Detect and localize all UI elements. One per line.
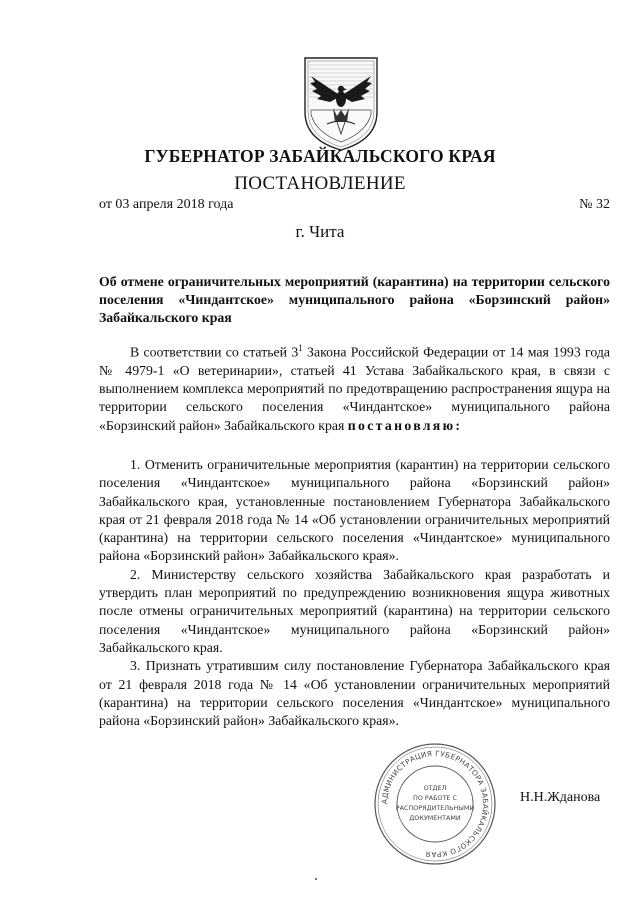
- stamp-ring-text: АДМИНИСТРАЦИЯ ГУБЕРНАТОРА ЗАБАЙКАЛЬСКОГО КРАЯ: [379, 748, 491, 860]
- document-number: № 32: [579, 197, 610, 212]
- stamp-center-line: ПО РАБОТЕ С: [413, 794, 457, 802]
- decree-items: [99, 456, 610, 730]
- scan-speck: [315, 878, 317, 880]
- coat-of-arms-icon: [297, 52, 385, 154]
- document-subject: Об отмене ограничительных мероприятий (карантина) на территории сельского поселения «Чиндантское» муниципального района «Борзинский район» Забайкальского края: [99, 274, 610, 325]
- decree-item: 2. Министерству сельского хозяйства Забайкальского края разработать и утвердить план мероприятий по предупреждению возникновения ящура животных после отмены ограничительных мероприятий (карантина) на территории сельского поселения «Чиндантское» муниципального района «Борзинский район» Забайкальского края.: [99, 566, 610, 655]
- article-superscript: 1: [298, 343, 303, 353]
- preamble-text-part-1: В соответствии со статьей 3: [130, 344, 299, 360]
- stamp-center-line: ДОКУМЕНТАМИ: [409, 814, 461, 822]
- preamble: [99, 339, 610, 435]
- preamble-text-part-2: Закона Российской Федерации от 14 мая 1993 года № 4979-1 «О ветеринарии», статьей 41 Устава Забайкальского края, в связи с выполнением комплекса мероприятий по предотвращению распространения ящура на территории сельского поселения «Чиндантское» муниципального района «Борзинский район» Забайкальского края: [99, 344, 610, 433]
- issuing-authority: ГУБЕРНАТОР ЗАБАЙКАЛЬСКОГО КРАЯ: [144, 146, 496, 166]
- signer-name: Н.Н.Жданова: [520, 790, 601, 805]
- official-stamp-icon: [371, 740, 499, 868]
- document-date: от 03 апреля 2018 года: [99, 197, 234, 212]
- decree-word: постановляю:: [347, 417, 463, 433]
- stamp-center-line: РАСПОРЯДИТЕЛЬНЫМИ: [395, 804, 475, 812]
- document-city: г. Чита: [295, 222, 345, 241]
- document-type: ПОСТАНОВЛЕНИЕ: [234, 173, 406, 194]
- stamp-center-line: ОТДЕЛ: [423, 784, 447, 792]
- decree-item: 3. Признать утратившим силу постановление Губернатора Забайкальского края от 21 февраля 2018 года № 14 «Об установлении ограничительных мероприятий (карантина) на территории сельского поселения «Чиндантское» муниципального района «Борзинский район» Забайкальского края».: [99, 658, 610, 729]
- decree-item: 1. Отменить ограничительные мероприятия (карантин) на территории сельского поселения «Чиндантское» муниципального района «Борзинский район» Забайкальского края, установленные постановлением Губернатора Забайкальского края от 21 февраля 2018 года № 14 «Об установлении ограничительных мероприятий (карантина) на территории сельского поселения «Чиндантское» муниципального района «Борзинский район» Забайкальского края».: [99, 457, 610, 564]
